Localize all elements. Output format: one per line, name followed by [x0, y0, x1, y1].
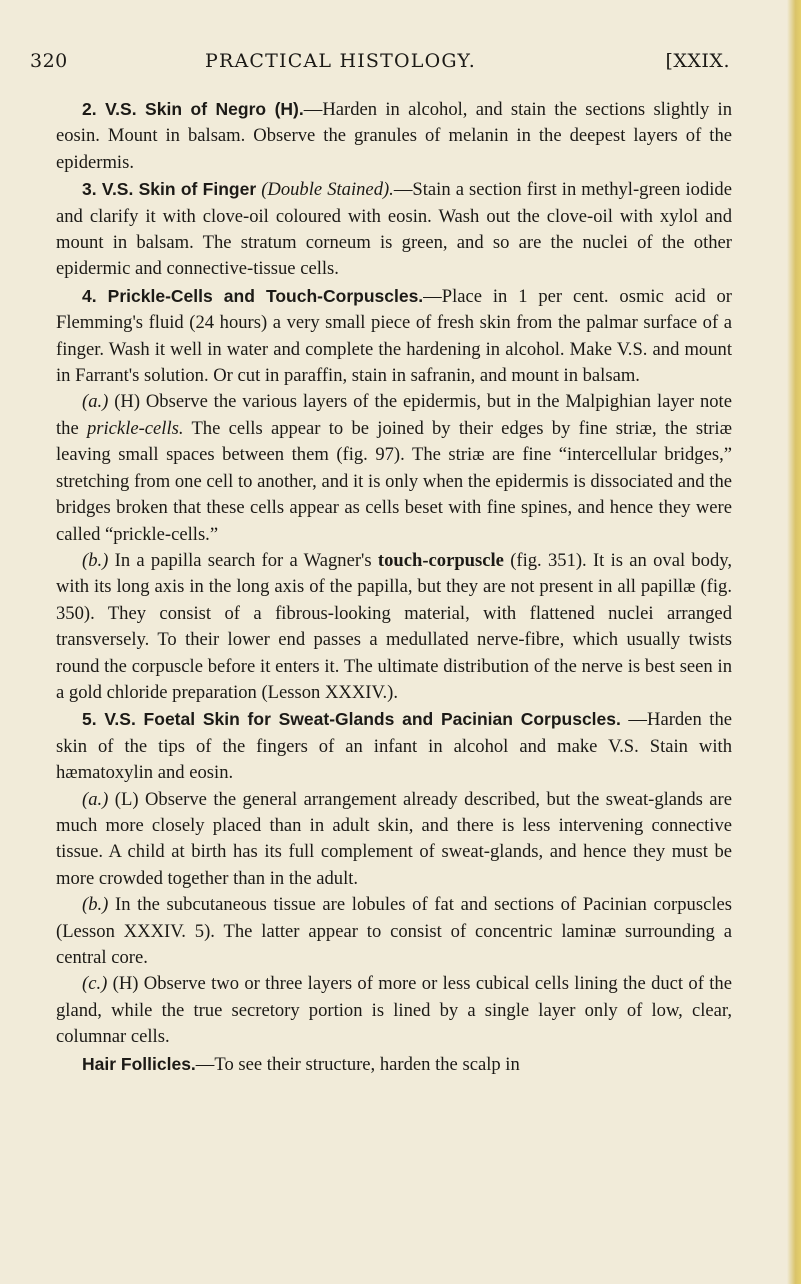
sub-label: (a.) [82, 788, 109, 810]
magnification-mark: (L) [114, 788, 139, 810]
italic-term: prickle-cells. [86, 417, 184, 439]
paragraph-body: Observe the general arrangement already described, but the sweat-glands are much more closely placed than in adult skin, and there is less intervening connective tissue. A child at birth has its full complement of sweat-glands, and hence they must be more crowded together than in the adult. [56, 788, 732, 889]
magnification-mark: (H) [112, 973, 139, 995]
subparagraph-a-prickle [56, 389, 732, 547]
paragraph-negro-skin [56, 96, 732, 176]
paragraph-body: —Harden the skin of the tips of the fingers of an infant in alcohol and make V.S. Stain with hæmatoxylin and eosin. [56, 709, 732, 784]
subparagraph-b-touch [56, 548, 732, 706]
paragraph-body: In the subcutaneous tissue are lobules of fat and sections of Pacinian corpuscles (Lesson XXXIV. 5). The latter appear to consist of concentric laminæ surrounding a central core. [56, 894, 732, 968]
sub-label: (a.) [82, 391, 109, 413]
paragraph-body: Observe the various layers of the epidermis, but in the Malpighian layer note the [56, 391, 732, 439]
section-heading: 5. V.S. Foetal Skin for Sweat-Glands and Pacinian Corpuscles. [82, 709, 621, 730]
page-number: 320 [30, 50, 68, 72]
paragraph-hair-follicles [56, 1051, 732, 1078]
paragraph-body: —To see their structure, harden the scalp in [195, 1053, 520, 1075]
paragraph-finger-skin [56, 176, 732, 283]
sub-label: (b.) [82, 549, 109, 571]
emphasized-term: touch-corpuscle [377, 549, 504, 571]
section-heading: Hair Follicles. [82, 1053, 196, 1074]
section-heading: 4. Prickle-Cells and Touch-Corpuscles. [82, 285, 424, 306]
italic-note: (Double Stained). [261, 179, 394, 201]
running-header [30, 50, 730, 76]
subparagraph-a-sweat [56, 787, 732, 893]
sub-label: (c.) [82, 973, 108, 995]
subparagraph-c-duct [56, 971, 732, 1050]
subparagraph-b-pacinian [56, 892, 732, 971]
paragraph-foetal-skin [56, 706, 732, 786]
section-heading: 2. V.S. Skin of Negro (H). [82, 99, 304, 119]
magnification-mark: (H) [114, 391, 141, 413]
paragraph-body: Observe two or three layers of more or less cubical cells lining the duct of the gland, while the true secretory portion is lined by a single layer only of low, clear, columnar cells. [56, 973, 732, 1048]
paragraph-prickle-cells [56, 283, 732, 390]
section-heading: 3. V.S. Skin of Finger [82, 179, 257, 200]
paragraph-body: (fig. 351). It is an oval body, with its long axis in the long axis of the papilla, but they are not present in all papillæ (fig. 350). They consist of a fibrous-looking material, with flattened nuclei arranged transversely. To their lower end passes a medullated nerve-fibre, which usually twists round the corpuscle before it enters it. The ultimate distribution of the nerve is best seen in a gold chloride preparation (Lesson XXXIV.). [56, 549, 733, 703]
paragraph-body: —Stain a section first in methyl-green iodide and clarify it with clove-oil coloured with eosin. Wash out the clove-oil with xylol and mount in balsam. The stratum corneum is green, and so are the nuclei of the other epidermic and connective-tissue cells. [56, 179, 732, 280]
paragraph-body: In a papilla search for a Wagner's [114, 549, 372, 571]
paragraph-body: The cells appear to be joined by their edges by fine striæ, the striæ leaving small spaces between them (fig. 97). The striæ are fine “intercellular bridges,” stretching from one cell to another, and it is only when the epidermis is dissociated and the bridges broken that these cells appear as cells beset with fine spines, and hence they were called “prickle-cells.” [56, 417, 732, 545]
chapter-mark: [XXIX. [665, 50, 730, 72]
paragraph-body: —Harden in alcohol, and stain the sections slightly in eosin. Mount in balsam. Observe the granules of melanin in the deepest layers of the epidermis. [56, 99, 732, 173]
body-text [56, 96, 732, 1078]
running-title: PRACTICAL HISTOLOGY. [205, 50, 476, 72]
page-edge [787, 0, 801, 1284]
sub-label: (b.) [82, 894, 109, 916]
paragraph-body: —Place in 1 per cent. osmic acid or Flemming's fluid (24 hours) a very small piece of fresh skin from the palmar surface of a finger. Wash it well in water and complete the hardening in alcohol. Make V.S. and mount in Farrant's solution. Or cut in paraffin, stain in safranin, and mount in balsam. [56, 285, 733, 387]
